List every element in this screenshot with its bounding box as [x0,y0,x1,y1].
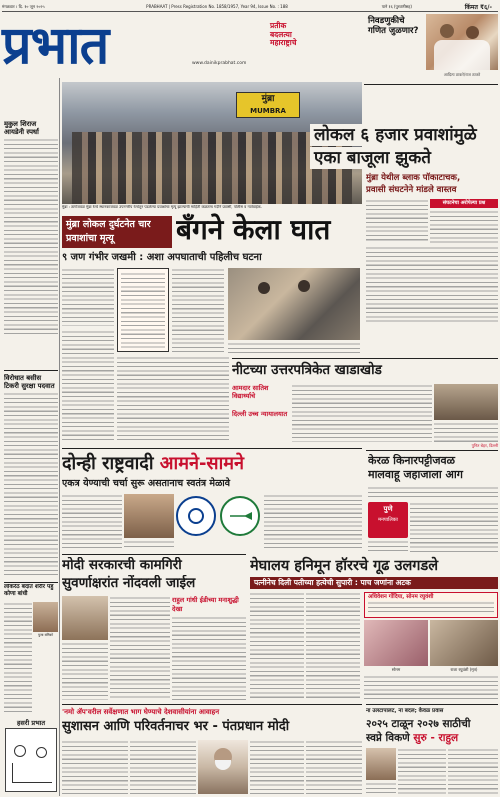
lead-inset-box [117,268,169,352]
bottom-right-body-1 [366,782,396,794]
divider [62,704,362,705]
teaser-box[interactable] [368,14,498,80]
right-top-box-label: संघटनेचा अरोपेल्या प्रश्न [430,199,498,208]
kerala-body-1 [368,486,498,500]
meghalaya-headline[interactable]: मेघालय हनिमून हॉररचे गूढ उलगडले [250,558,439,574]
person-silhouette-icon [440,24,454,38]
ncp-body-3 [264,494,362,550]
bottom-right-headline-2b: सुरु - राहुल [413,732,459,744]
bottom-right-photo [366,748,396,780]
neet-body-2 [434,422,498,442]
modi-appeal-body-1 [62,740,128,794]
modi-appeal-kicker[interactable]: 'नमो ॲप'वरील सर्वेक्षणात भाग घेण्याचे देशवासीयांना आवाहन [62,708,220,716]
bottom-right-headline-2a: स्वप्ने विकणे [366,732,410,744]
ncp-party-logo-2 [220,496,260,536]
neet-photo [434,384,498,420]
date-line: मंगळवार । दि. १० जून २०२५ [2,3,45,9]
lead-headline[interactable]: बँगने केला घात [176,213,331,246]
divider [62,448,362,449]
person-silhouette-icon [466,26,479,39]
left-story-2-title[interactable]: विरोधात बसीस टिकरी सुरक्षा पदवात [4,374,55,390]
modi-govt-body-2 [172,616,246,700]
meghalaya-subhead[interactable]: पत्नीनेच दिली पतीच्या हत्येची सुपारी : पाच जणांना अटक [250,577,498,589]
modi-appeal-photo [198,740,248,794]
bottom-right-body-3 [448,748,498,794]
modi-appeal-headline[interactable]: सुशासन आणि परिवर्तनाचर भर - पंतप्रधान मोदी [62,719,290,734]
clock-icon [188,508,204,524]
left-story-3-title[interactable]: लोकरेठ बंदात शरीर पहुं कोणा बांधी [4,584,54,597]
right-top-subhead-1[interactable]: मुंब्रा येथील ब्लाक पॉकाटाचक, [366,173,461,183]
modi-appeal-body-2 [130,740,196,794]
masthead [2,14,362,76]
divider [4,370,58,371]
neet-headline[interactable]: नीटच्या उत्तरपत्रिकेत खाडाखोड [232,362,382,378]
ncp-party-logo-1 [176,496,216,536]
lead-body-row-2 [228,342,360,356]
ncp-body-2 [124,540,174,550]
right-top-body-3 [366,246,498,324]
meghalaya-photo-1 [364,620,428,666]
neet-byline: पुनित बेहर, डिल्ली [471,443,498,448]
modi-appeal-body-3 [250,740,304,794]
kerala-badge [368,502,408,538]
modi-govt-body-1 [110,596,170,700]
lead-photo-2[interactable] [228,268,360,340]
cartoon-label: हसरी प्रभात [16,719,46,727]
page-count: पाने १६ (पुरवणीसह) [381,3,412,9]
meghalaya-photo-2 [430,620,498,666]
station-sign-text-en: MUMBRA [250,107,286,115]
person-silhouette-icon [298,280,310,292]
divider [364,84,498,85]
lead-inset-body [121,272,165,348]
bottom-right-headline-1[interactable]: २०२५ टाळून २०२७ साठीची [366,718,471,730]
left-story-photo [33,602,58,632]
meghalaya-body-3 [364,675,498,700]
neet-side-2[interactable]: दिल्ली उच्च न्यायालयात [232,410,288,418]
kerala-headline-1[interactable]: केरळ किनारपट्टीजवळ [368,454,455,467]
left-story-1-body [4,138,58,334]
left-story-3-body [4,602,32,712]
ncp-photo-left [124,494,174,538]
modi-govt-body-3 [62,642,108,700]
teaser-caption: आदित्य ठाकरे/राज ठाकरे [443,72,481,77]
teaser-photo [426,14,498,70]
modi-govt-side-title[interactable]: राहुल गांधी ईडीच्या मनाशुद्धी देखा [172,596,239,613]
lead-kicker[interactable]: मुंब्रा लोकल दुर्घटनेत चार प्रवाशांचा मृत्यू [62,216,172,248]
divider [366,450,498,451]
meghalaya-body-2 [306,592,360,700]
meghalaya-box-title: अधिवेशन गोंदिया, सोनम रघुवंशी [368,594,434,600]
mid-left-body-1 [62,330,114,440]
ncp-headline-part-1: दोन्ही राष्ट्रवादी [62,453,154,474]
lead-body-col-1 [62,268,114,326]
kerala-body-3 [368,540,408,552]
divider [366,704,498,705]
divider [62,554,246,555]
cartoon-box [5,728,57,792]
lead-photo-caption: मुंब्रा : ठाणेजवळ मुंब्रा रेल्वे स्थानकाजवळ उपनगरीय रेल्वेतून पडलेल्या प्रवाशांचा मृत्यू झाल्याची माहिती कळताच गर्दीने प्रवासी, पोलीस व नातेवाईक. [62,205,262,209]
left-story-1-title[interactable]: मुकुल शिराज आयडेनी स्पर्धा [4,120,39,136]
station-sign [236,92,300,118]
cartoon-figure-icon [36,747,47,758]
tagline-line-1: प्रतीक [270,21,287,30]
modi-govt-photo [62,596,108,640]
kerala-badge-top: पुणे [383,505,393,513]
modi-govt-headline-2[interactable]: सुवर्णाक्षरांत नोंदवली जाईल [62,575,196,591]
cartoon-figure-icon [14,745,26,757]
tagline-line-3: महाराष्ट्राचे [270,38,297,47]
ncp-headline[interactable] [62,452,362,476]
lead-subhead[interactable]: ९ जण गंभीर जखमी : अशा अपघाताची पहिलीच घटना [62,252,262,263]
beard-shape [215,760,231,770]
ncp-body-1 [62,494,122,550]
left-photo-caption: पुजा बनिको [37,633,54,637]
left-column [2,78,60,796]
photo-body-shape [434,40,490,70]
mid-left-body-2 [117,356,229,440]
right-top-subhead-2[interactable]: प्रवासी संघटनेने मांडले वास्तव [366,185,457,195]
bottom-right-headline-2[interactable] [366,731,498,745]
bottom-right-body-2 [398,748,446,794]
website[interactable]: www.dainikprabhat.com [192,61,247,66]
meghalaya-box-body [368,601,494,615]
lead-body-col-3 [172,268,224,352]
modi-appeal-body-4 [306,740,362,794]
teaser-title: निवडणुकीचे गणित जुळणार? [368,16,419,36]
neet-side-1[interactable]: आमदार सातिश विद्यार्थ्याचे [232,384,269,400]
registration-line: PRABHAAT | Press Registration No. 1858/1957, Year 94, Issue No. : 188 [146,4,288,9]
kerala-body-2 [410,502,498,552]
kerala-badge-bottom: मनपालिका [378,517,398,523]
right-top-body-1 [366,199,428,243]
divider [232,358,498,359]
neet-body [292,384,432,442]
modi-govt-headline-1[interactable]: मोदी सरकारची कामगिरी [62,557,182,573]
person-silhouette-icon [258,282,270,294]
cartoon-lines [12,763,52,783]
masthead-logo: प्रभात [2,16,109,76]
meghalaya-photo-caption-1: सोनम [391,667,401,672]
meghalaya-info-box [364,592,498,618]
masthead-tagline [270,22,320,48]
meghalaya-photo-caption-2: राजा रघुवंशी (मृत) [450,667,478,672]
ncp-headline-part-2: आमने-सामने [159,453,245,474]
kerala-headline-2[interactable]: मालवाहू जहाजाला आग [368,468,463,481]
ncp-subhead[interactable]: एकत्र येण्याची चर्चा सुरू असतानाच स्वतंत्र मेळावे [62,478,231,489]
right-top-headline-2[interactable]: एका बाजूला झुकते [310,147,498,169]
meghalaya-body-1 [250,592,304,700]
trumpet-icon [230,512,252,520]
tagline-line-2: बदलत्या [270,29,292,39]
left-story-2-body [4,392,58,576]
price: किंमत ₹६/- [464,3,492,11]
divider [4,582,58,583]
bottom-right-kicker[interactable]: ना उलटापालट, ना बदल; केवळ प्रवास [366,708,444,714]
right-top-body-2 [430,210,498,243]
station-sign-text: मुंब्रा [261,94,275,104]
right-top-headline-1[interactable]: लोकल ६ हजार प्रवाशांमुळे [310,124,498,146]
